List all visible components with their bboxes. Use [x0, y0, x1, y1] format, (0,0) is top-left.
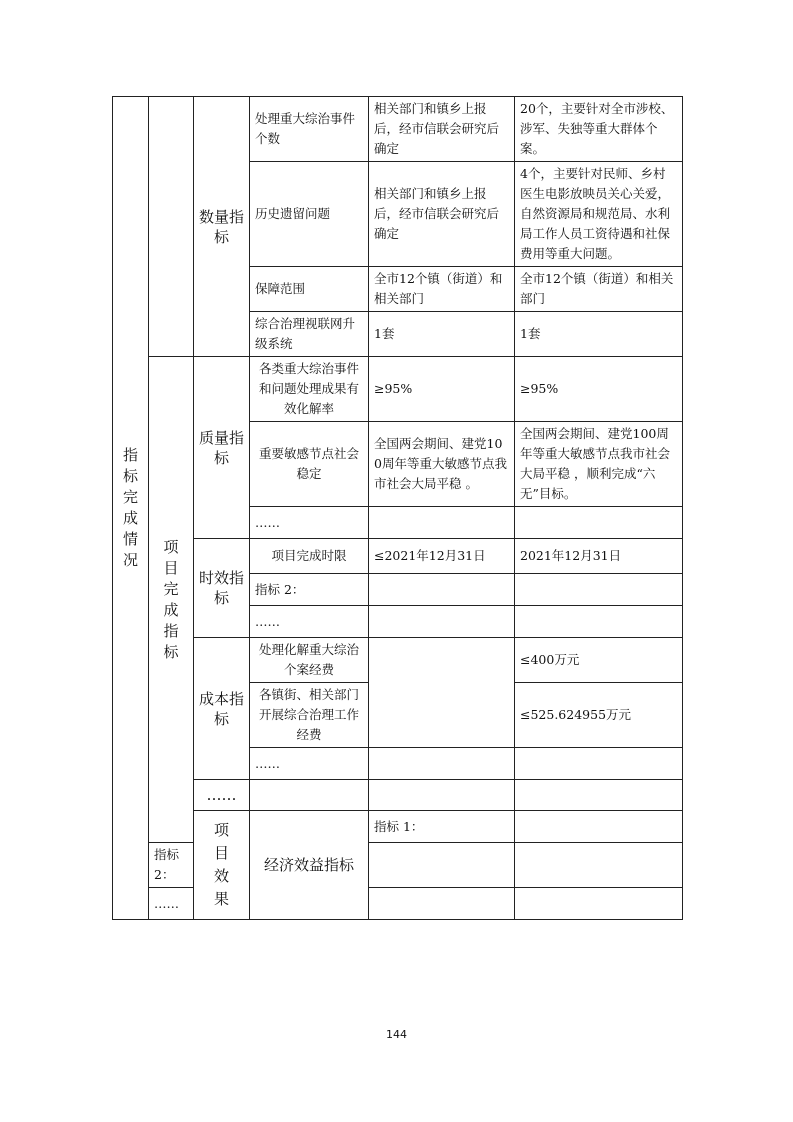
- target-value: 相关部门和镇乡上报后，经市信联会研究后确定: [369, 162, 515, 267]
- actual-value: [515, 888, 683, 920]
- actual-value: 20个，主要针对全市涉校、涉军、失独等重大群体个案。: [515, 97, 683, 162]
- actual-value: ≤525.624955万元: [515, 683, 683, 748]
- actual-value: [515, 843, 683, 888]
- target-value: [369, 638, 515, 748]
- category-more: ……: [194, 780, 250, 811]
- section-cell: [113, 97, 149, 920]
- target-value: ≤2021年12月31日: [369, 539, 515, 574]
- target-value: [369, 748, 515, 780]
- target-value: ≥95%: [369, 357, 515, 422]
- category-timeliness: 时效指标: [194, 539, 250, 638]
- actual-value: [515, 780, 683, 811]
- actual-value: [515, 606, 683, 638]
- actual-value: 全国两会期间、建党100周年等重大敏感节点我市社会大局平稳 ，顺利完成“六无”目标。: [515, 422, 683, 507]
- group-completion: 项目完成指标: [149, 357, 194, 843]
- indicator-name: 综合治理视联网升级系统: [250, 312, 369, 357]
- target-value: 全市12个镇（街道）和相关部门: [369, 267, 515, 312]
- indicator-name: 指标 2：: [250, 574, 369, 606]
- actual-value: ≥95%: [515, 357, 683, 422]
- actual-value: [515, 748, 683, 780]
- target-value: 全国两会期间、建党100周年等重大敏感节点我市社会大局平稳 。: [369, 422, 515, 507]
- indicator-name: 指标 1：: [369, 811, 515, 843]
- indicator-name: 项目完成时限: [250, 539, 369, 574]
- indicator-name: 处理重大综治事件个数: [250, 97, 369, 162]
- category-cost: 成本指标: [194, 638, 250, 780]
- target-value: 1套: [369, 312, 515, 357]
- page-number: 144: [386, 1028, 407, 1041]
- indicator-name: 各镇街、相关部门开展综合治理工作经费: [250, 683, 369, 748]
- group-completion-upper: [149, 97, 194, 357]
- target-value: [369, 843, 515, 888]
- indicator-name: 保障范围: [250, 267, 369, 312]
- actual-value: [515, 507, 683, 539]
- indicator-name: 历史遗留问题: [250, 162, 369, 267]
- indicator-name: ……: [149, 888, 194, 920]
- indicator-name: ……: [250, 748, 369, 780]
- performance-table: [112, 96, 683, 920]
- category-economic: 经济效益指标: [250, 811, 369, 920]
- target-value: 相关部门和镇乡上报后，经市信联会研究后确定: [369, 97, 515, 162]
- target-value: [515, 811, 683, 843]
- target-value: [369, 606, 515, 638]
- actual-value: 1套: [515, 312, 683, 357]
- category-quantity: 数量指标: [194, 97, 250, 357]
- actual-value: ≤400万元: [515, 638, 683, 683]
- group-effect: 项目效果: [194, 811, 250, 920]
- target-value: [369, 780, 515, 811]
- category-quality: 质量指标: [194, 357, 250, 539]
- target-value: [369, 507, 515, 539]
- indicator-name: 重要敏感节点社会稳定: [250, 422, 369, 507]
- indicator-name: ……: [250, 507, 369, 539]
- actual-value: 4个，主要针对民师、乡村医生电影放映员关心关爱，自然资源局和规范局、水利局工作人员工资待遇和社保费用等重大问题。: [515, 162, 683, 267]
- indicator-name: 指标 2：: [149, 843, 194, 888]
- target-value: [369, 574, 515, 606]
- actual-value: 2021年12月31日: [515, 539, 683, 574]
- indicator-name: [250, 780, 369, 811]
- indicator-name: 处理化解重大综治个案经费: [250, 638, 369, 683]
- indicator-name: 各类重大综治事件和问题处理成果有效化解率: [250, 357, 369, 422]
- target-value: [369, 888, 515, 920]
- actual-value: 全市12个镇（街道）和相关部门: [515, 267, 683, 312]
- section-label: 指标完成情况: [123, 446, 139, 569]
- actual-value: [515, 574, 683, 606]
- indicator-name: ……: [250, 606, 369, 638]
